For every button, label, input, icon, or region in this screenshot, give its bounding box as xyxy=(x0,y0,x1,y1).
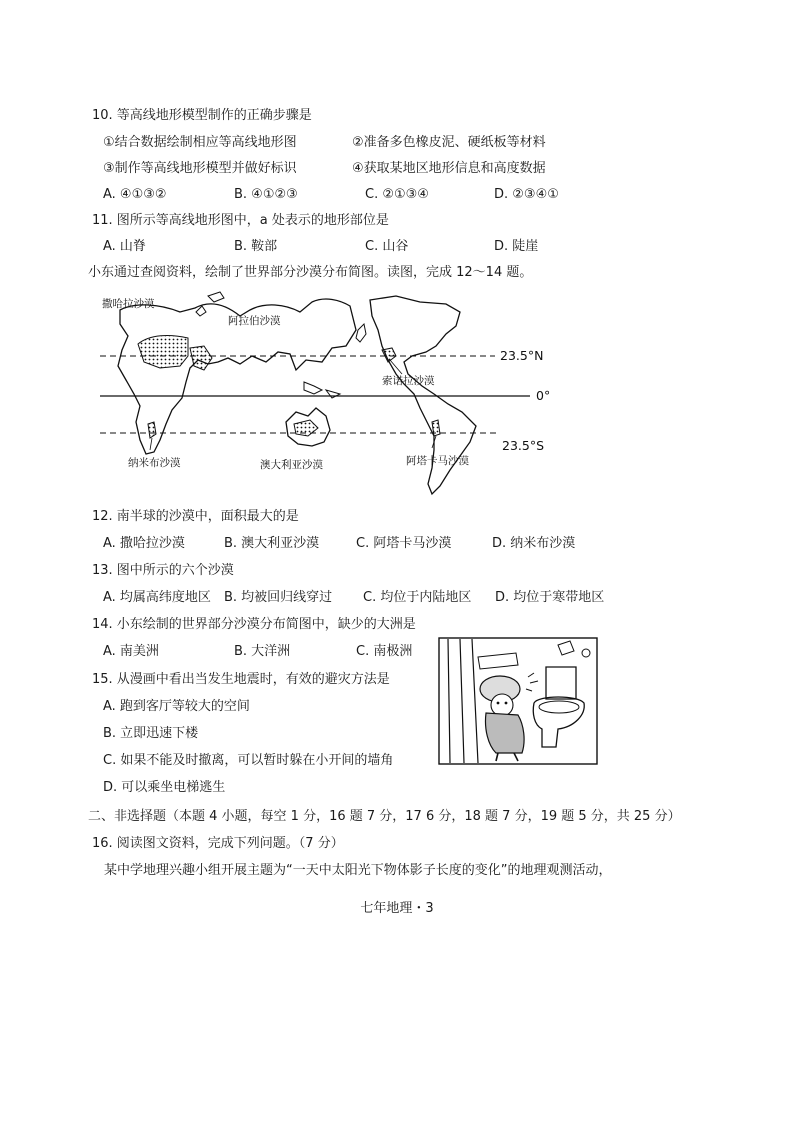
q11-option-d: D. 陡崖 xyxy=(494,239,539,254)
se-asia-islands xyxy=(304,382,322,394)
intro-12-14: 小东通过查阅资料，绘制了世界部分沙漠分布简图。读图，完成 12～14 题。 xyxy=(88,265,533,280)
q10-step-1: ①结合数据绘制相应等高线地形图 xyxy=(103,135,297,150)
q14-option-c: C. 南极洲 xyxy=(356,644,413,659)
q15-option-c: C. 如果不能及时撤离，可以暂时躲在小开间的墙角 xyxy=(103,753,394,768)
world-desert-map-svg xyxy=(100,290,570,500)
q10-step-3: ③制作等高线地形模型并做好标识 xyxy=(103,161,297,176)
label-atacama: 阿塔卡马沙漠 xyxy=(406,455,469,467)
child-body xyxy=(485,713,524,753)
q10-option-a: A. ④①③② xyxy=(103,187,167,202)
q15-stem: 15. 从漫画中看出当发生地震时，有效的避灾方法是 xyxy=(92,672,390,687)
atacama-desert xyxy=(432,420,440,436)
child-eye xyxy=(505,702,508,705)
label-namib: 纳米布沙漠 xyxy=(128,457,181,469)
q10-step-4: ④获取某地区地形信息和高度数据 xyxy=(352,161,546,176)
q12-option-d: D. 纳米布沙漠 xyxy=(492,536,576,551)
q15-option-d: D. 可以乘坐电梯逃生 xyxy=(103,780,226,795)
northern-island xyxy=(208,292,224,302)
label-sonoran: 索诺拉沙漠 xyxy=(382,375,435,387)
section2-header: 二、非选择题（本题 4 小题，每空 1 分，16 题 7 分，17 6 分，18 题 7 分，19 题 5 分，共 25 分） xyxy=(88,809,681,824)
label-tropic-n: 23.5°N xyxy=(500,348,544,363)
q14-option-b: B. 大洋洲 xyxy=(234,644,291,659)
namib-desert xyxy=(148,422,156,438)
label-sahara: 撒哈拉沙漠 xyxy=(102,298,155,310)
q12-option-c: C. 阿塔卡马沙漠 xyxy=(356,536,452,551)
q15-option-a: A. 跑到客厅等较大的空间 xyxy=(103,699,250,714)
label-equator: 0° xyxy=(536,388,551,403)
page-footer: 七年地理・3 xyxy=(360,901,434,916)
sonoran-desert xyxy=(382,348,396,362)
sahara-desert xyxy=(138,336,188,368)
q10-option-b: B. ④①②③ xyxy=(234,187,298,202)
q11-option-a: A. 山脊 xyxy=(103,239,146,254)
world-desert-map xyxy=(100,290,570,500)
q13-option-c: C. 均位于内陆地区 xyxy=(363,590,472,605)
label-australian: 澳大利亚沙漠 xyxy=(260,459,323,471)
q13-option-d: D. 均位于寒带地区 xyxy=(495,590,605,605)
q16-stem: 16. 阅读图文资料，完成下列问题。（7 分） xyxy=(92,836,344,851)
child-face xyxy=(491,694,513,716)
q13-option-a: A. 均属高纬度地区 xyxy=(103,590,211,605)
earthquake-cartoon-svg xyxy=(438,637,598,765)
label-tropic-s: 23.5°S xyxy=(502,438,545,453)
se-asia-islands xyxy=(326,390,340,398)
q11-option-c: C. 山谷 xyxy=(365,239,409,254)
japan-outline xyxy=(356,324,366,342)
q11-stem: 11. 图所示等高线地形图中，a 处表示的地形部位是 xyxy=(92,213,389,228)
q14-option-a: A. 南美洲 xyxy=(103,644,159,659)
earthquake-cartoon xyxy=(438,637,598,765)
q11-option-b: B. 鞍部 xyxy=(234,239,278,254)
northern-island xyxy=(196,306,206,316)
q12-option-b: B. 澳大利亚沙漠 xyxy=(224,536,320,551)
q10-stem: 10. 等高线地形模型制作的正确步骤是 xyxy=(92,108,312,123)
q12-stem: 12. 南半球的沙漠中，面积最大的是 xyxy=(92,509,299,524)
q10-option-c: C. ②①③④ xyxy=(365,187,429,202)
q15-option-b: B. 立即迅速下楼 xyxy=(103,726,199,741)
q12-option-a: A. 撒哈拉沙漠 xyxy=(103,536,185,551)
label-arabian: 阿拉伯沙漠 xyxy=(228,315,281,327)
q14-stem: 14. 小东绘制的世界部分沙漠分布简图中，缺少的大洲是 xyxy=(92,617,416,632)
q10-option-d: D. ②③④① xyxy=(494,187,559,202)
namib-leader xyxy=(150,438,152,450)
q13-stem: 13. 图中所示的六个沙漠 xyxy=(92,563,234,578)
child-eye xyxy=(497,702,500,705)
q10-step-2: ②准备多色橡皮泥、硬纸板等材料 xyxy=(352,135,546,150)
q13-option-b: B. 均被回归线穿过 xyxy=(224,590,333,605)
australian-desert xyxy=(294,420,318,436)
q16-text: 某中学地理兴趣小组开展主题为“一天中太阳光下物体影子长度的变化”的地理观测活动， xyxy=(104,863,612,878)
arabian-desert xyxy=(190,346,212,370)
